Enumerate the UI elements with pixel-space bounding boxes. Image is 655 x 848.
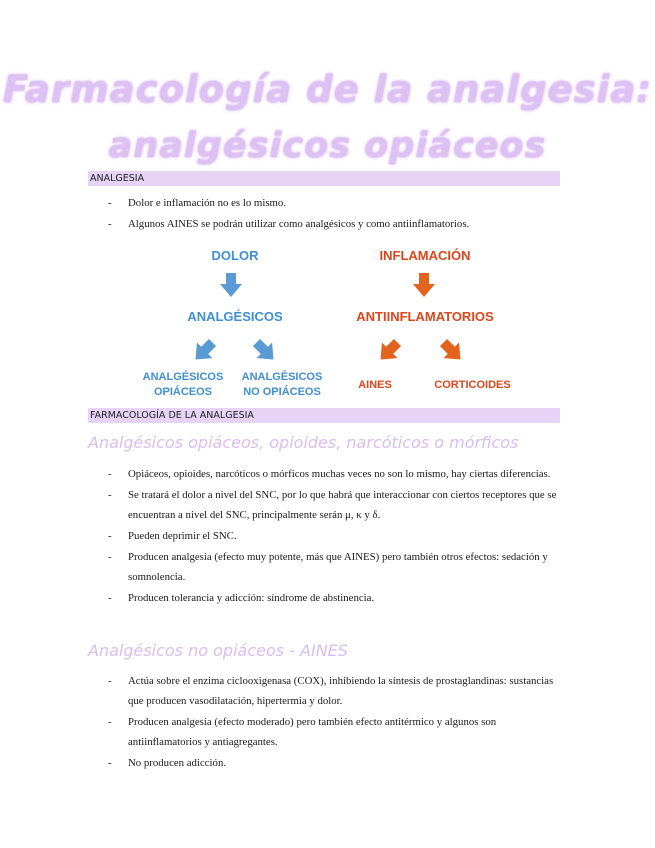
list-item: - Opiáceos, opioides, narcóticos o mórficos muchas veces no son lo mismo, hay ciertas diferencias.	[88, 464, 558, 484]
list-item: - Producen tolerancia y adicción: síndrome de abstinencia.	[88, 588, 558, 608]
arrow-down-icon	[412, 273, 436, 297]
page-subtitle: analgésicos opiáceos	[108, 126, 547, 166]
section-header-farmacologia: FARMACOLOGÍA DE LA ANALGESIA	[88, 408, 560, 423]
diagram-analgesicos-opiaceos	[138, 370, 228, 400]
diagram-no-opiaceos-line1: ANALGÉSICOS	[241, 371, 323, 383]
opiaceos-bullet-list	[88, 464, 558, 609]
list-item: - Producen analgesia (efecto muy potente, más que AINES) pero también otros efectos: sedación y somnolencia.	[88, 547, 558, 587]
list-item: - Producen analgesia (efecto moderado) pero también efecto antitérmico y algunos son antiinflamatorios y antiagregantes.	[88, 712, 558, 752]
diagram-no-opiaceos-line2: NO OPIÁCEOS	[243, 386, 321, 398]
list-item: - Dolor e inflamación no es lo mismo.	[88, 193, 558, 213]
diagram-corticoides: CORTICOIDES	[434, 379, 511, 391]
diagram-dolor: DOLOR	[211, 248, 259, 263]
diagram-analgesicos: ANALGÉSICOS	[187, 309, 283, 324]
diagram-inflamacion: INFLAMACIÓN	[379, 248, 471, 263]
diagram-opiaceos-line2: OPIÁCEOS	[153, 386, 213, 398]
list-item: - Se tratará el dolor a nivel del SNC, por lo que habrá que interaccionar con ciertos receptores que se encuentran a nivel del SNC, principalmente serán μ, κ y δ.	[88, 485, 558, 525]
list-item: - Pueden deprimir el SNC.	[88, 526, 558, 546]
subheading-opiaceos: Analgésicos opiáceos, opioides, narcóticos o mórficos	[88, 433, 519, 452]
page-title: Farmacología de la analgesia:	[2, 68, 653, 111]
section-header-analgesia: ANALGESIA	[88, 171, 560, 186]
diagram-aines: AINES	[358, 379, 392, 391]
no-opiaceos-bullet-list	[88, 671, 558, 774]
arrow-down-right-icon	[253, 339, 277, 363]
arrow-down-left-icon	[192, 339, 216, 363]
subheading-no-opiaceos: Analgésicos no opiáceos - AINES	[88, 641, 348, 660]
arrow-down-icon	[219, 273, 243, 297]
diagram-opiaceos-line1: ANALGÉSICOS	[142, 371, 224, 383]
arrow-down-left-icon	[377, 339, 401, 363]
analgesia-bullet-list	[88, 193, 558, 235]
diagram-analgesicos-no-opiaceos	[236, 370, 328, 400]
list-item: - Actúa sobre el enzima ciclooxigenasa (COX), inhibiendo la síntesis de prostaglandinas: sustancias que producen vasodilatación, hipertermia y dolor.	[88, 671, 558, 711]
list-item: - No producen adicción.	[88, 753, 558, 773]
arrow-down-right-icon	[440, 339, 464, 363]
diagram-antiinflamatorios: ANTIINFLAMATORIOS	[356, 309, 494, 324]
list-item: - Algunos AINES se podrán utilizar como analgésicos y como antiinflamatorios.	[88, 214, 558, 234]
